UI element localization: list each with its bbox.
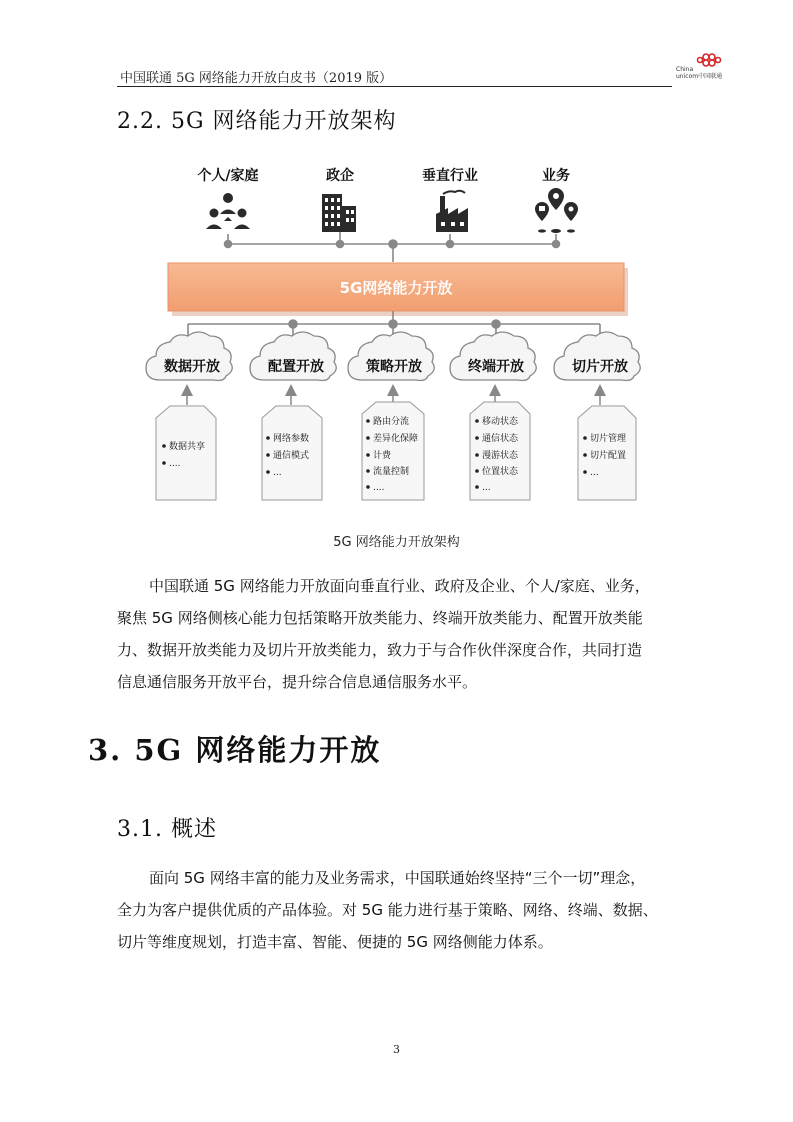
top-node-label-business: 业务	[542, 168, 570, 184]
card-item: 网络参数	[273, 434, 310, 444]
section-3-title: 3. 5G 网络能力开放	[88, 733, 382, 767]
card-item: 差异化保障	[373, 434, 419, 444]
card-item: ...	[590, 468, 599, 478]
card-item: 切片配置	[590, 451, 627, 461]
card-item: 路由分流	[373, 417, 410, 427]
paragraph-line: 面向 5G 网络丰富的能力及业务需求，中国联通始终坚持“三个一切”理念，	[149, 869, 646, 887]
cloud-slice-open	[554, 332, 640, 381]
cloud-label: 切片开放	[572, 359, 628, 375]
card-item: 数据共享	[169, 442, 206, 452]
header-title: 中国联通 5G 网络能力开放白皮书（2019 版）	[120, 71, 393, 86]
section-2-2-title: 2.2. 5G 网络能力开放架构	[117, 109, 397, 134]
paragraph-line: 全力为客户提供优质的产品体验。对 5G 能力进行基于策略、网络、终端、数据、	[117, 901, 658, 919]
logo-text-en: China	[676, 66, 694, 73]
card-item: ...	[482, 483, 491, 493]
top-node-label-vertical: 垂直行业	[422, 168, 478, 184]
capability-bar	[168, 263, 628, 316]
logo-text-cn: unicom中国联通	[676, 73, 723, 80]
section-3-1-title: 3.1. 概述	[117, 817, 217, 842]
cloud-policy-open	[348, 332, 434, 381]
cloud-terminal-open	[450, 332, 536, 381]
capability-bar-label: 5G网络能力开放	[339, 279, 453, 297]
paragraph-line: 信息通信服务开放平台，提升综合信息通信服务水平。	[117, 673, 478, 691]
card-item: 通信模式	[273, 451, 310, 461]
card-item: 位置状态	[482, 467, 519, 477]
architecture-diagram	[0, 0, 793, 525]
paragraph-line: 聚焦 5G 网络侧核心能力包括策略开放类能力、终端开放类能力、配置开放类能	[117, 609, 643, 627]
card-terminal	[470, 402, 530, 500]
card-item: 漫游状态	[482, 451, 519, 461]
card-item: ...	[273, 468, 282, 478]
page-number: 3	[393, 1043, 400, 1056]
card-slice	[578, 406, 636, 500]
figure-caption: 5G 网络能力开放架构	[333, 535, 460, 550]
paragraph-line: 中国联通 5G 网络能力开放面向垂直行业、政府及企业、个人/家庭、业务，	[149, 577, 650, 595]
building-icon	[322, 194, 356, 232]
paragraph-overview	[117, 862, 677, 958]
card-item: 计费	[373, 451, 392, 461]
card-item: ....	[169, 459, 181, 469]
cloud-label: 终端开放	[468, 359, 524, 375]
cloud-config-open	[250, 332, 336, 381]
card-item: 移动状态	[482, 417, 519, 427]
card-item: 通信状态	[482, 434, 519, 444]
card-item: 切片管理	[590, 434, 627, 444]
card-config	[262, 406, 322, 500]
cloud-label: 配置开放	[268, 359, 324, 375]
cloud-data-open	[146, 332, 232, 381]
card-data	[156, 406, 216, 500]
business-icon	[535, 188, 578, 233]
factory-icon	[436, 191, 468, 232]
paragraph-line: 切片等维度规划，打造丰富、智能、便捷的 5G 网络侧能力体系。	[117, 933, 553, 951]
paragraph-line: 力、数据开放类能力及切片开放类能力，致力于与合作伙伴深度合作，共同打造	[117, 641, 643, 659]
top-node-label-personal: 个人/家庭	[197, 168, 259, 184]
cloud-label: 策略开放	[366, 359, 422, 375]
cloud-label: 数据开放	[164, 359, 220, 375]
card-item: ....	[373, 483, 385, 493]
people-icon	[206, 193, 250, 229]
paragraph-architecture	[117, 570, 677, 698]
top-node-label-gov: 政企	[326, 168, 354, 184]
top-connectors	[225, 232, 560, 262]
card-item: 流量控制	[373, 467, 410, 477]
card-policy	[362, 402, 424, 500]
